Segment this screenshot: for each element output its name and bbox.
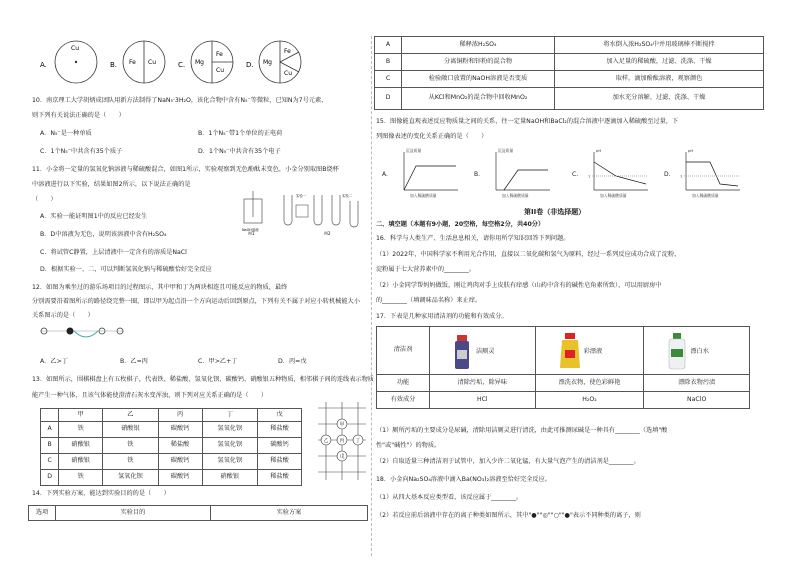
table-row — [377, 327, 750, 375]
q13-th: 乙 — [103, 409, 158, 422]
table-row — [41, 438, 302, 454]
q14-cell: 加入足量的稀硫酸，过滤、洗涤、干燥 — [555, 54, 764, 71]
q14-cell: 将水倒入浓H₂SO₄中并用玻璃棒不断搅拌 — [555, 37, 764, 54]
q11-option-a: A．实验一能证明图1中的反应已经发生 — [40, 213, 148, 220]
graph-b-line — [504, 170, 548, 190]
table-row — [375, 71, 764, 88]
q12-option-c: C．甲>乙+丁 — [198, 358, 238, 365]
q16-part1-b: 淀粉属于七大营养素中的________。 — [376, 266, 475, 273]
q17-product-name: 彩漂液 — [583, 347, 603, 355]
graph-b-xlabel: 加入稀硫酸质量 — [502, 193, 529, 198]
q14-th-plan: 实验方案 — [211, 506, 368, 521]
graph-a-label: A. — [382, 171, 388, 178]
pie-a-top: Cu — [71, 45, 79, 52]
q14-cell: 检验敞口放置的NaOH溶液是否变质 — [402, 71, 555, 88]
q12-stem-2: 分别需要沿着图所示的路径绕完整一圈，即以甲为起点沿一个方向运动后回到原点，下列有关不属于对应小转机械能大小 — [32, 298, 360, 305]
q11-option-d: D．根据实验一、二，可以判断氢氧化钠与稀硫酸恰好完全反应 — [40, 266, 212, 273]
q13-cell: 铁 — [59, 422, 103, 438]
q12-track-diagram — [36, 325, 128, 345]
table-row — [41, 422, 302, 438]
graph-d-seven: 7 — [680, 174, 683, 179]
q13-cell: 碳酸钙 — [158, 422, 202, 438]
q14-header-table — [28, 505, 368, 521]
q13-cell: 稀盐酸 — [258, 454, 302, 470]
q13-cell: A — [41, 422, 59, 438]
toilet-cleaner-bottle-icon — [452, 332, 474, 370]
track-curve — [74, 331, 98, 337]
graph-c-ylabel: pH — [596, 148, 602, 153]
tube-c — [314, 195, 322, 225]
q9-pie-diagrams — [40, 36, 310, 92]
q17-part1: （1）厕所污垢的主要成分是尿碱，清除用洁厕灵进行清洗，由此可推测尿碱是一种具有________（选填"酸 — [376, 427, 668, 434]
graph-a-xlabel: 加入稀硫酸质量 — [410, 193, 437, 198]
fig1-label: 图1 — [248, 231, 255, 235]
ball-2 — [67, 328, 74, 335]
q17-row-label: 清洁剂 — [377, 327, 430, 375]
q13-stem-1: 13．如图所示，围棋棋盘上有五枚棋子，代表铁、稀盐酸、氢氧化钡、碳酸钙、硝酸银五种物质，相邻棋子间的连线表示物质 — [32, 376, 374, 383]
q11-stem-2: 中溶液进行以下实验，结果如图2所示，以下说法正确的是 — [32, 181, 191, 188]
table-row — [377, 392, 750, 409]
q14-cell: A — [375, 37, 402, 54]
graph-c-line — [594, 162, 646, 184]
fig2-label: 图2 — [324, 231, 331, 235]
q13-th: 丙 — [158, 409, 202, 422]
q12-figure — [36, 325, 128, 348]
q14-cell: 从KCl和MnO₂的混合物中回收MnO₂ — [402, 88, 555, 110]
q14-th-goal: 实验目的 — [56, 506, 211, 521]
tube-e — [350, 201, 358, 227]
q9-label-b: B. — [110, 61, 118, 69]
q15-stem-1: 15．图像能直观表述反应物质量之间的关系，往一定量NaOH和BaCl₂的混合溶液中逐滴加入稀硫酸至过量，下 — [376, 118, 679, 125]
pie-c-bottom: Cu — [216, 67, 224, 74]
pie-d-top: Fe — [284, 48, 291, 55]
q13-cell: 铁 — [103, 454, 158, 470]
table-row — [41, 470, 302, 486]
q13-cell: C — [41, 454, 59, 470]
q12-stem-1: 12．如图为乘坐过的游乐场项目的过程图示，其中甲和丁为两块相连且可能反应的物质，最终 — [32, 284, 288, 291]
pie-c-left: Mg — [195, 59, 204, 66]
q14-cell: D — [375, 88, 402, 110]
q14-cell: 分离铜粉和锌粉的混合物 — [402, 54, 555, 71]
q13-cell: 碳酸钙 — [158, 454, 202, 470]
pie-d-left: Mg — [263, 59, 272, 66]
q10-option-a: A．N₅⁻是一种单质 — [40, 130, 92, 137]
q13-cell: B — [41, 438, 59, 454]
go-label-jia: 甲 — [339, 422, 345, 428]
table-row — [41, 454, 302, 470]
q13-cell: 碳酸钙 — [258, 438, 302, 454]
pie-c-top: Fe — [216, 51, 223, 58]
q13-th: 戊 — [258, 409, 302, 422]
graph-d-line — [686, 162, 738, 186]
table-row — [375, 37, 764, 54]
q17-product-cell — [430, 327, 536, 375]
q13-table — [40, 408, 302, 486]
q17-cell: NaClO — [644, 392, 750, 409]
go-label-wu: 戊 — [339, 454, 345, 460]
naoh-label: NaOH溶液 — [242, 228, 259, 232]
tube-b — [284, 195, 292, 225]
q11-blank: （ ） — [32, 196, 57, 203]
q13-cell: 氢氧化钡 — [202, 422, 257, 438]
q12-stem-3: 关系图示的是（ ） — [32, 312, 94, 319]
q18-part1: （1）从四大基本反应类型看，该反应属于________。 — [376, 494, 523, 501]
graph-c-seven: 7 — [588, 174, 591, 179]
q14-cell: C — [375, 71, 402, 88]
q12-option-a: A．乙>丁 — [40, 358, 68, 365]
q16-stem: 16．科学与人类生产、生活息息相关，请你用所学知识回答下列问题。 — [376, 235, 570, 242]
q13-cell: 碳酸钙 — [158, 470, 202, 486]
table-row — [375, 88, 764, 110]
graph-d-label: D. — [664, 171, 671, 178]
pie-a-center — [75, 61, 77, 63]
q17-cell: 漂除衣物污渍 — [644, 375, 750, 392]
pie-d-bottom: Cu — [284, 70, 292, 77]
go-board-diagram — [314, 398, 370, 484]
q13-th: 丁 — [202, 409, 257, 422]
q16-part1-a: （1）2022年，中国科学家不利用光合作用，直接以二氧化碳和氢气为原料，经过一系列反应成功合成了淀粉， — [376, 251, 681, 258]
q14-cell: B — [375, 54, 402, 71]
graph-c-label: C. — [572, 171, 579, 178]
q14-cell: 取样，滴加酚酞溶液，观察颜色 — [555, 71, 764, 88]
q10-stem-2: 则下列有关说法正确的是（ ） — [32, 112, 125, 119]
table-row — [377, 375, 750, 392]
q17-cell: HCl — [430, 392, 536, 409]
go-label-bing: 丙 — [339, 438, 345, 444]
pie-b-right: Cu — [148, 59, 156, 66]
q17-row-label: 有效成分 — [377, 392, 430, 409]
q17-table — [376, 326, 750, 409]
q17-product-name: 洁厕灵 — [475, 347, 495, 355]
q13-go-board — [314, 398, 370, 487]
go-label-yi: 乙 — [323, 438, 329, 444]
q13-cell: 氢氧化钡 — [103, 470, 158, 486]
graph-b-ylabel: 沉淀质量 — [498, 148, 514, 153]
q9-options — [40, 36, 310, 95]
graph-d-xlabel: 加入稀硫酸质量 — [692, 193, 719, 198]
q17-product-name: 漂白水 — [690, 347, 709, 355]
q13-cell: 稀盐酸 — [258, 470, 302, 486]
q10-stem-1: 10．南京理工大学胡炳成团队用新方法制得了NaN₅·3H₂O，该化合物中含有N₅⁻等微粒，已知N为7号元素， — [32, 97, 328, 104]
q18-part2: （2）若反应前后溶液中存在的离子种类如图所示，其中"●""◎""○""●"表示不同种类的离子，则 — [376, 512, 641, 519]
graph-c-xlabel: 加入稀硫酸质量 — [600, 193, 627, 198]
q17-row-label: 功能 — [377, 375, 430, 392]
table-row — [375, 54, 764, 71]
q11-figure — [240, 191, 370, 238]
color-bleach-bottle-icon — [558, 332, 582, 370]
q14-stem: 14．下列实验方案，能达到实验目的的是（ ） — [32, 490, 170, 497]
q13-cell: 硝酸银 — [202, 470, 257, 486]
part2-section: 二、填空题（本题有9小题，20空格，每空格2分，共40分） — [376, 221, 545, 228]
q14-cell: 加水充分溶解、过滤、洗涤、干燥 — [555, 88, 764, 110]
q15-graphs — [380, 146, 760, 203]
q13-cell: 稀盐酸 — [158, 438, 202, 454]
q13-cell: 硝酸银 — [59, 454, 103, 470]
q14-continued-table — [374, 36, 764, 110]
q13-cell: 硝酸银 — [59, 438, 103, 454]
tube-d — [332, 195, 340, 225]
graph-a-line — [404, 166, 456, 190]
q16-part2-b: 的________（填调味品名称）来止痒。 — [376, 297, 482, 304]
left-column — [28, 0, 372, 562]
q11-stem-1: 11．小金将一定量的氢氧化钠溶液与稀硫酸混合，如图1所示，实验观察到无色酚酞未变色，小金分别取图B烧杯 — [32, 166, 339, 173]
q10-option-d: D．1个N₅⁻中共含有35个电子 — [198, 148, 281, 155]
q17-part2: （2）自取适量三种清洁剂于试管中，加入少许二氧化锰，有大量气泡产生的清洁剂是________。 — [376, 458, 640, 465]
q17-cell: 漂洗衣物，使色彩鲜艳 — [535, 375, 644, 392]
q17-product-cell — [644, 327, 750, 375]
q17-product-cell — [535, 327, 644, 375]
go-label-ding: 丁 — [355, 438, 361, 444]
q13-cell: 铁 — [103, 438, 158, 454]
q14-cell: 稀释浓H₂SO₄ — [402, 37, 555, 54]
q9-label-d: D. — [246, 61, 254, 69]
q17-stem: 17．下表是几种家用清洁剂的功能和有效成分。 — [376, 313, 508, 320]
q11-option-b: B．D中溶液为无色，说明该溶液中含有H₂SO₄ — [40, 231, 167, 238]
q11-option-c: C．将试管C静置，上层清液中一定含有的溶质是NaCl — [40, 249, 187, 256]
q13-stem-2: 能产生一种气体，且该气体能使澄清石灰水变浑浊，则下列对应关系正确的是（ ） — [32, 392, 268, 399]
exp2-label: 实验二 — [342, 194, 353, 198]
q13-cell: 铁 — [59, 470, 103, 486]
q9-label-c: C. — [178, 61, 186, 69]
graph-a-ylabel: 沉淀质量 — [406, 148, 422, 153]
q13-cell: D — [41, 470, 59, 486]
q15-graph-options — [380, 146, 760, 200]
right-column — [374, 0, 770, 562]
pie-b-left: Fe — [129, 59, 136, 66]
q12-option-b: B．乙=丙 — [120, 358, 148, 365]
q9-label-a: A. — [40, 61, 47, 69]
q15-stem-2: 列图像表述的变化关系正确的是（ ） — [376, 133, 488, 140]
exp1-label: 实验一 — [296, 194, 307, 198]
bleach-bottle-icon — [666, 332, 688, 370]
q17-cell: H₂O₂ — [535, 392, 644, 409]
q13-cell: 氢氧化钡 — [202, 454, 257, 470]
q14-th-option: 选项 — [29, 506, 56, 521]
graph-b-label: B. — [474, 171, 481, 178]
q13-cell: 稀盐酸 — [258, 422, 302, 438]
q13-cell: 硝酸银 — [103, 422, 158, 438]
q18-stem: 18．小金向Na₂SO₄溶液中滴入Ba(NO₃)₂溶液至恰好完全反应。 — [376, 476, 551, 483]
q11-apparatus-diagram — [240, 191, 370, 235]
q13-th: 甲 — [59, 409, 103, 422]
q13-th — [41, 409, 59, 422]
q13-cell: 氢氧化钡 — [202, 438, 257, 454]
q10-option-b: B．1个N₅⁻带1个单位的正电荷 — [198, 130, 283, 137]
q17-part1-b: 性"或"碱性"）的物质。 — [376, 442, 441, 449]
tube-rack — [296, 205, 308, 217]
q10-option-c: C．1个N₅⁻中共含有35个质子 — [40, 148, 123, 155]
graph-d-ylabel: pH — [688, 148, 694, 153]
q16-part2-a: （2）小金同学帮妈妈做饭，刚让鸡肉对手上皮肤有痒感（山药中含有的碱性皂角素所致），可以用厨房中 — [376, 282, 662, 289]
q17-cell: 清除污垢，除异味 — [430, 375, 536, 392]
q12-option-d: D．丙=戊 — [278, 358, 307, 365]
part2-title: 第II卷（非选择题） — [524, 208, 586, 216]
